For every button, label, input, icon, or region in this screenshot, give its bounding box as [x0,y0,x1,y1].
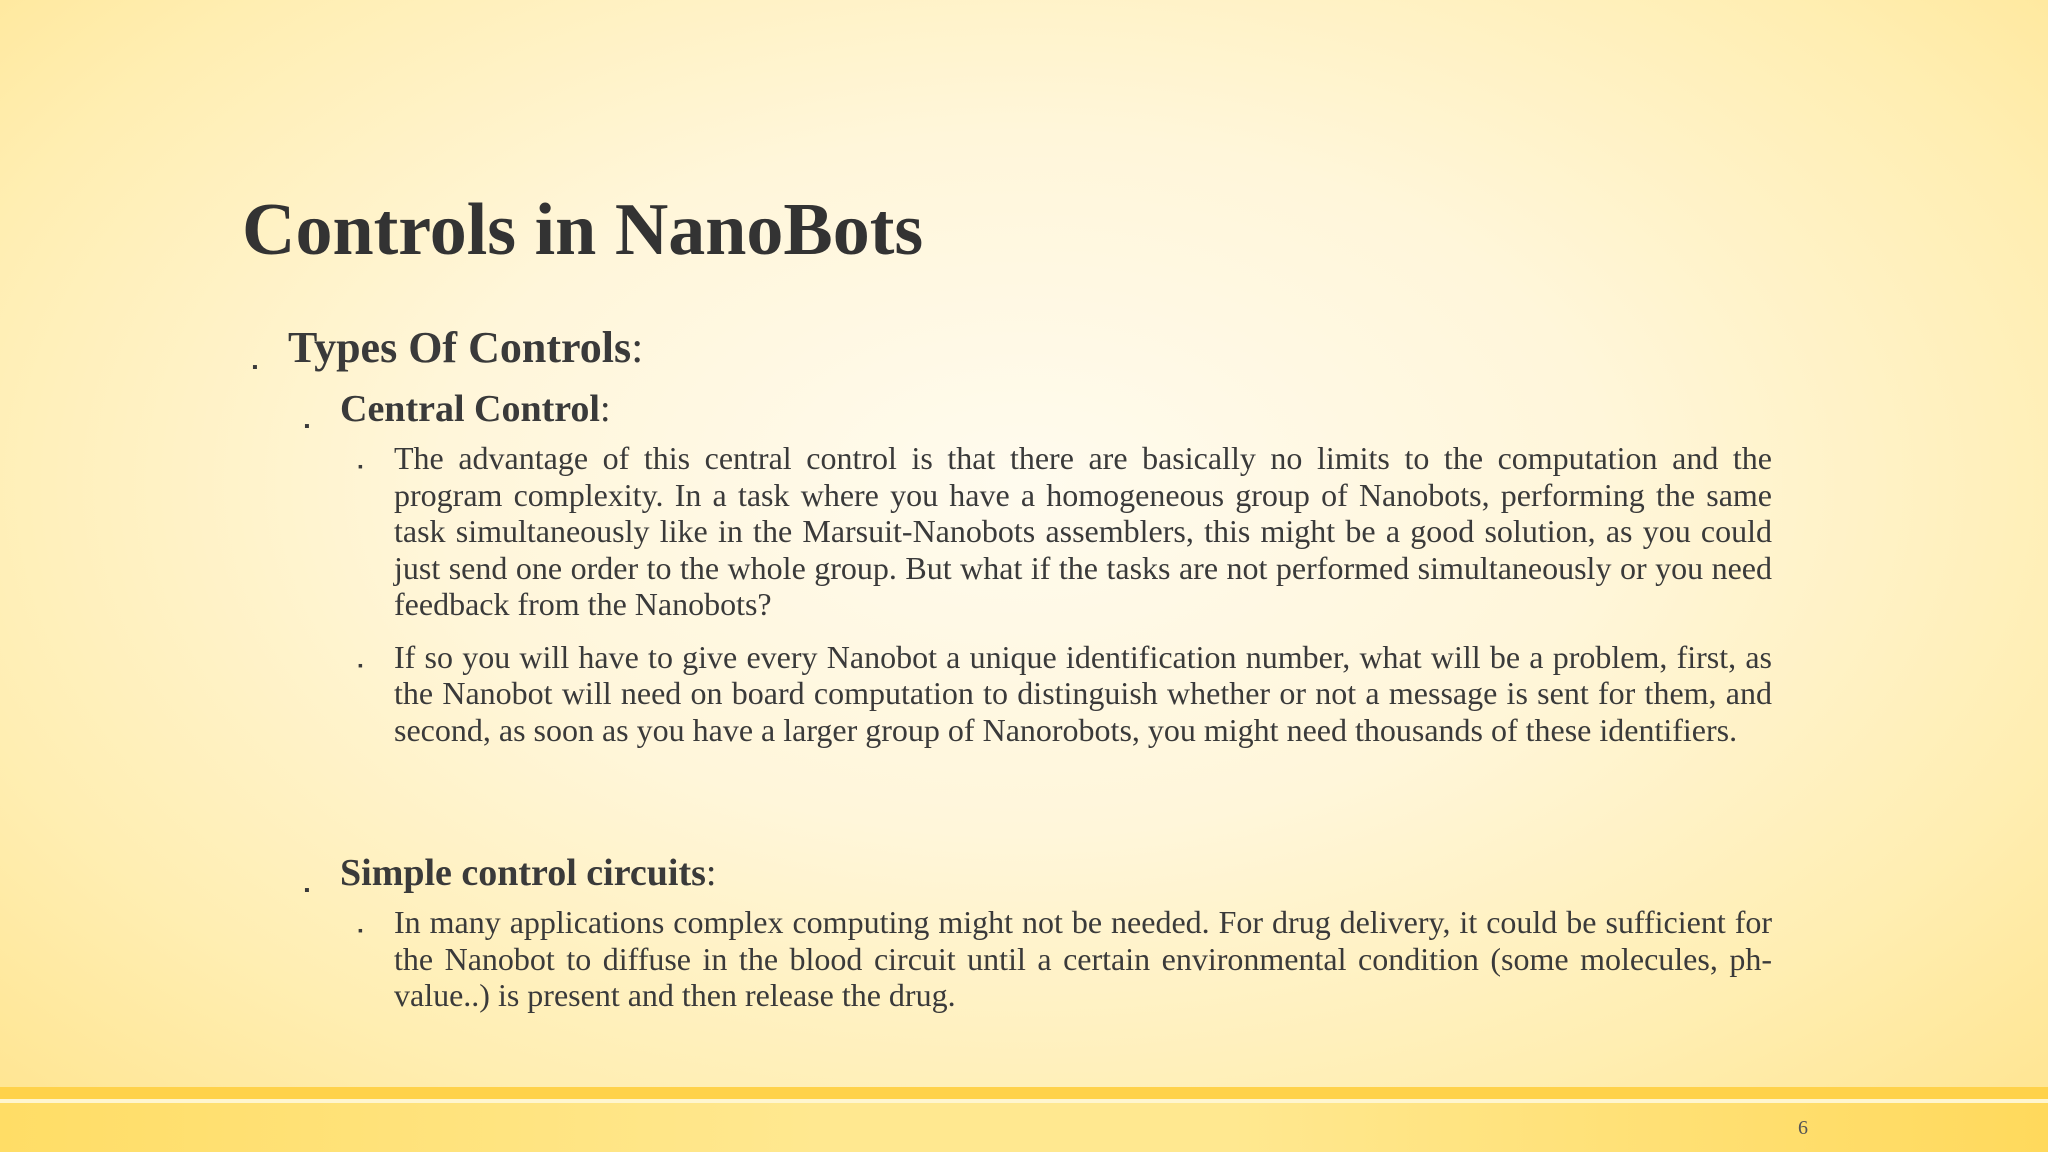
simple-control-circuits-label: Simple control circuits [340,852,706,894]
central-control-point-2 [358,639,1772,749]
simple-control-circuits-colon: : [705,852,717,894]
central-control-colon: : [600,388,611,430]
bullet-square-icon: ▪ [358,658,363,674]
bullet-square-icon: ▪ [252,359,258,376]
bullet-square-icon: ▪ [358,924,363,939]
central-control-label: Central Control [340,388,600,430]
footer-band [0,1087,2048,1099]
central-control-point-text: If so you will have to give every Nanobot a unique identification number, what will be a problem, first, as the Nanobot will need on board computation to distinguish whether or not a message is sent for them, and second, as soon as you have a larger group of Nanorobots, you might need thousands of these identifiers. [394,638,1772,748]
bullet-types-of-controls [252,318,1772,378]
footer-bar [0,1103,2048,1152]
bullet-square-icon: ▪ [304,418,310,435]
central-control-point-text: The advantage of this central control is that there are basically no limits to the computation and the program complexity. In a task where you have a homogeneous group of Nanobots, performing the same task simultaneously like in the Marsuit-Nanobots assemblers, this might be a good solution, as you could just send one order to the whole group. But what if the tasks are not performed simultaneously or you need feedback from the Nanobots? [394,440,1772,622]
simple-control-point-1 [358,904,1772,1014]
simple-control-point-text: In many applications complex computing might not be needed. For drug delivery, it could be sufficient for the Nanobot to diffuse in the blood circuit until a certain environmental condition (some molecules, ph-value..) is present and then release the drug. [394,904,1772,1013]
bullet-square-icon: ▪ [304,882,310,899]
central-control-point-1 [358,440,1772,623]
slide-title: Controls in NanoBots [242,189,924,271]
spacer [252,764,1772,846]
bullet-central-control [304,382,1772,436]
types-of-controls-colon: : [631,323,644,372]
page-number: 6 [1798,1117,1808,1139]
types-of-controls-label: Types Of Controls [288,323,632,372]
slide-content [252,318,1772,1030]
bullet-simple-control-circuits [304,846,1772,900]
bullet-square-icon: ▪ [358,460,363,475]
